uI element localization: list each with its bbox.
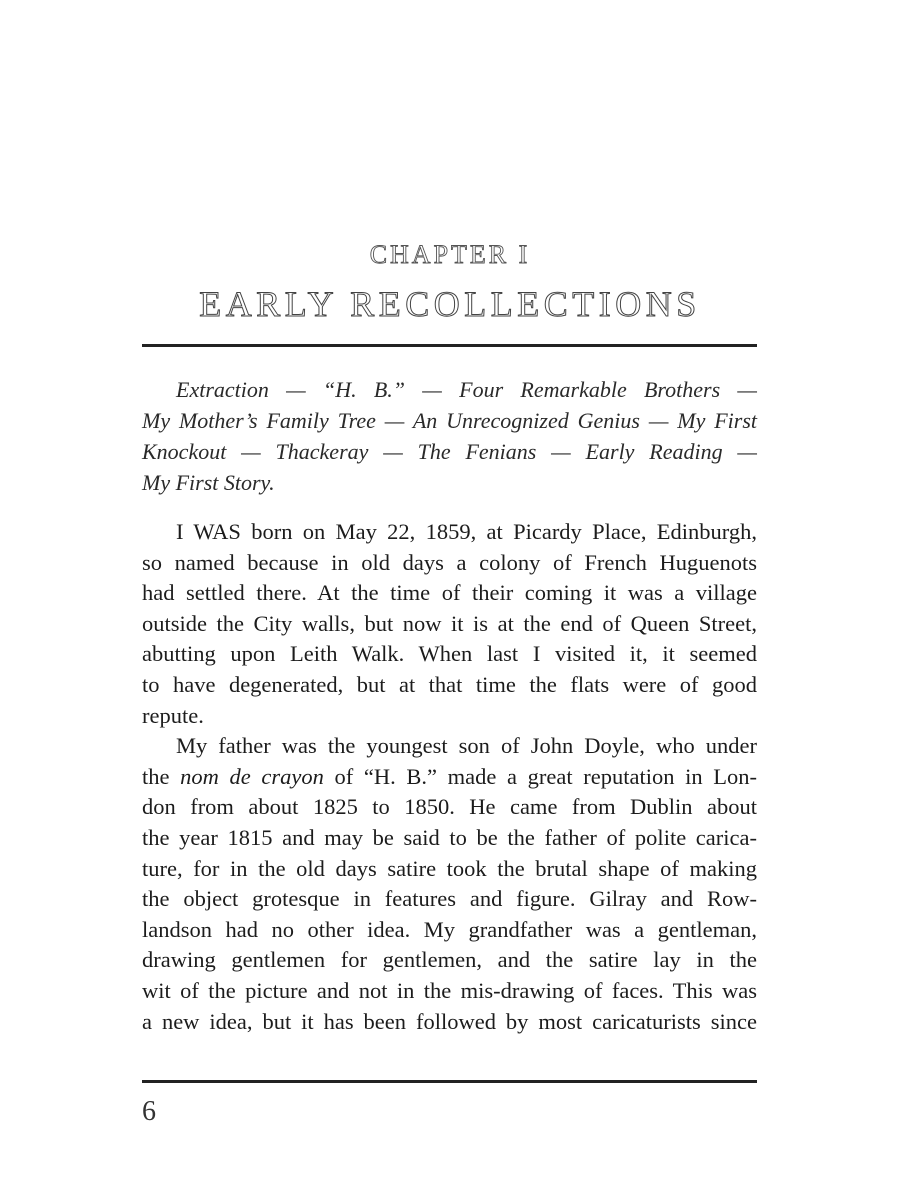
text-line [142, 762, 757, 793]
text-line: I WAS born on May 22, 1859, at Picardy Place, Edinburgh, [176, 519, 757, 544]
text-line: a new idea, but it has been followed by most caricaturists since [142, 1008, 757, 1034]
text-line: the object grotesque in features and figure. Gilray and Row- [142, 886, 757, 912]
text-line: abutting upon Leith Walk. When last I visited it, it seemed [142, 641, 757, 667]
synopsis-line: Extraction — “H. B.” — Four Remarkable Brothers — [176, 377, 757, 402]
synopsis-line: My Mother’s Family Tree — An Unrecognized Genius — My First [142, 408, 757, 433]
text-line: drawing gentlemen for gentlemen, and the satire lay in the [142, 947, 757, 973]
text-line: wit of the picture and not in the mis-drawing of faces. This was [142, 977, 757, 1003]
header-rule [142, 344, 757, 347]
text-fragment: of “H. B.” made a great reputation in Lon- [323, 763, 758, 789]
chapter-synopsis [142, 374, 757, 498]
text-line: don from about 1825 to 1850. He came from Dublin about [142, 794, 757, 820]
synopsis-line: Knockout — Thackeray — The Fenians — Early Reading — [142, 439, 757, 464]
text-fragment: the [142, 763, 181, 789]
text-line: to have degenerated, but at that time the flats were of good [142, 671, 757, 697]
text-line: had settled there. At the time of their coming it was a village [142, 580, 757, 606]
text-line: so named because in old days a colony of French Huguenots [142, 549, 757, 575]
italic-phrase: nom de crayon [180, 763, 324, 789]
chapter-title: EARLY RECOLLECTIONS [199, 284, 701, 324]
footer-rule [142, 1080, 757, 1083]
text-line: ture, for in the old days satire took the brutal shape of making [142, 855, 757, 881]
page-number: 6 [142, 1096, 156, 1127]
body-text [142, 517, 757, 1037]
text-line: outside the City walls, but now it is at the end of Queen Street, [142, 610, 757, 636]
chapter-number: CHAPTER I [369, 240, 531, 269]
text-line: My father was the youngest son of John Doyle, who under [176, 733, 757, 759]
text-line: the year 1815 and may be said to be the father of polite carica- [142, 824, 757, 850]
text-line: landson had no other idea. My grandfather was a gentleman, [142, 916, 757, 942]
synopsis-line: My First Story. [142, 470, 275, 495]
text-line: repute. [142, 702, 204, 728]
